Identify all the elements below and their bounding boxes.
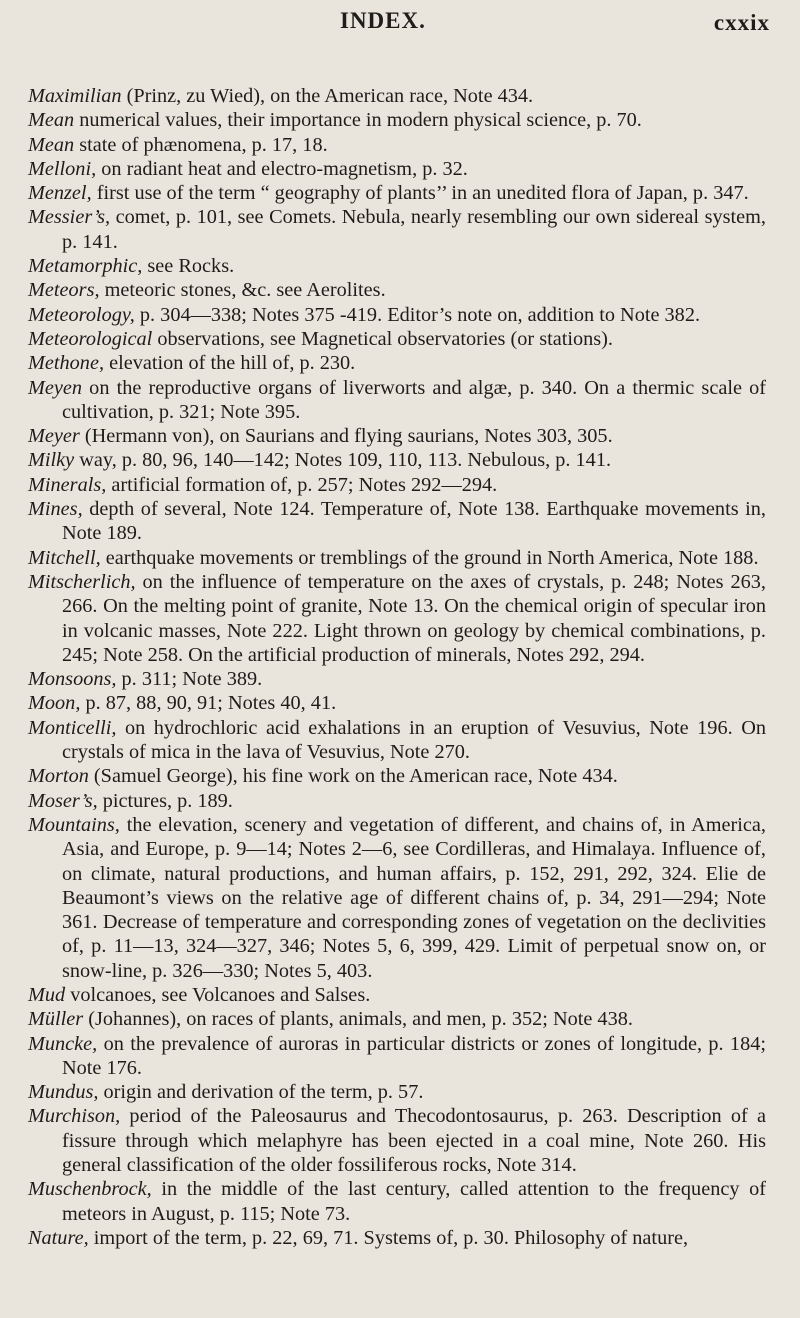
page-number: cxxix [713, 10, 770, 35]
index-entry [28, 497, 766, 546]
index-entry [28, 84, 766, 108]
index-entries [28, 84, 766, 1250]
entry-term: Morton [28, 765, 89, 788]
entry-text: (Hermann von), on Saurians and flying saurians, Notes 303, 305. [79, 425, 613, 448]
index-entry [28, 813, 766, 983]
entry-term: Metamorphic, [28, 255, 143, 278]
index-entry [28, 303, 766, 327]
entry-text: observations, see Magnetical observatories (or stations). [152, 327, 614, 350]
entry-text: artificial formation of, p. 257; Notes 292—294. [106, 473, 498, 496]
entry-term: Meteorological [28, 327, 153, 350]
entry-term: Maximilian [28, 85, 122, 107]
index-entry [28, 1104, 766, 1177]
entry-text: state of phænomena, p. 17, 18. [74, 133, 328, 156]
index-entry [28, 983, 766, 1007]
entry-text: origin and derivation of the term, p. 57. [98, 1081, 424, 1104]
index-entry [28, 1032, 766, 1081]
entry-text: first use of the term “ geography of plants’’ in an unedited flora of Japan, p. 347. [91, 182, 749, 205]
entry-term: Meyer [28, 425, 80, 448]
entry-text: period of the Paleosaurus and Thecodontosaurus, p. 263. Description of a fissure through which melaphyre has been ejected in a coal mine, Note 260. His general classification of the older fossiliferous rocks, Note 314. [62, 1105, 766, 1177]
index-entry [28, 1226, 766, 1250]
index-entry [28, 351, 766, 375]
entry-term: Mitscherlich, [28, 570, 136, 593]
index-entry [28, 254, 766, 278]
entry-term: Mitchell, [28, 546, 101, 569]
entry-term: Meyen [28, 376, 83, 399]
entry-term: Melloni, [28, 157, 97, 180]
entry-text: on radiant heat and electro-magnetism, p. 32. [96, 157, 468, 180]
index-entry [28, 157, 766, 181]
entry-term: Moser’s, [28, 789, 98, 812]
entry-term: Mud [28, 983, 66, 1006]
index-entry [28, 424, 766, 448]
entry-text: p. 311; Note 389. [116, 668, 263, 691]
index-entry [28, 546, 766, 570]
entry-text: (Samuel George), his fine work on the American race, Note 434. [88, 765, 618, 788]
entry-term: Mean [28, 109, 75, 132]
index-entry [28, 691, 766, 715]
entry-text: the elevation, scenery and vegetation of different, and chains of, in America, Asia, and Europe, p. 9—14; Notes 2—6, see Cordilleras, and Himalaya. Influence of, on climate, natural productions, and human affairs, p. 152, 291, 292, 324. Elie de Beaumont’s views on the relative age of different chains of, p. 34, 291—294; Note 361. Decrease of temperature and corresponding zones of vegetation on the declivities of, p. 11—13, 324—327, 346; Notes 5, 6, 399, 429. Limit of perpetual snow on, or snow-line, p. 326—330; Notes 5, 403. [62, 813, 766, 982]
entry-term: Mundus, [28, 1081, 99, 1104]
index-entry [28, 570, 766, 667]
entry-text: in the middle of the last century, called attention to the frequency of meteors in August, p. 115; Note 73. [62, 1178, 766, 1225]
entry-term: Meteors, [28, 279, 100, 302]
entry-term: Mountains, [28, 813, 120, 836]
entry-term: Moon, [28, 692, 81, 715]
index-entry [28, 1080, 766, 1104]
entry-text: elevation of the hill of, p. 230. [104, 352, 356, 375]
entry-term: Müller [28, 1008, 84, 1031]
entry-text: on the influence of temperature on the axes of crystals, p. 248; Notes 263, 266. On the melting point of granite, Note 13. On the chemical origin of specular iron in volcanic masses, Note 222. Light thrown on geology by chemical combinations, p. 245; Note 258. On the artificial production of minerals, Notes 292, 294. [62, 570, 766, 666]
index-entry [28, 1007, 766, 1031]
entry-term: Mines, [28, 498, 83, 521]
index-entry [28, 448, 766, 472]
entry-text: way, p. 80, 96, 140—142; Notes 109, 110, 113. Nebulous, p. 141. [74, 449, 612, 472]
entry-term: Menzel, [28, 182, 92, 205]
index-entry [28, 205, 766, 254]
entry-text: on the prevalence of auroras in particular districts or zones of longitude, p. 184; Note 176. [62, 1032, 766, 1079]
entry-text: depth of several, Note 124. Temperature of, Note 138. Earthquake movements in, Note 189. [62, 498, 766, 545]
index-entry [28, 181, 766, 205]
index-entry [28, 327, 766, 351]
entry-text: import of the term, p. 22, 69, 71. Systems of, p. 30. Philosophy of nature, [88, 1226, 689, 1249]
index-entry [28, 667, 766, 691]
index-entry [28, 1177, 766, 1226]
index-entry [28, 278, 766, 302]
index-entry [28, 133, 766, 157]
index-entry [28, 716, 766, 765]
entry-term: Murchison, [28, 1105, 121, 1128]
entry-text: meteoric stones, &c. see Aerolites. [99, 279, 386, 302]
entry-text: numerical values, their importance in modern physical science, p. 70. [74, 109, 642, 132]
entry-text: see Rocks. [142, 255, 235, 278]
entry-text: p. 304—338; Notes 375 -419. Editor’s note on, addition to Note 382. [134, 303, 701, 326]
entry-text: on hydrochloric acid exhalations in an eruption of Vesuvius, Note 196. On crystals of mica in the lava of Vesuvius, Note 270. [62, 716, 766, 764]
entry-term: Minerals, [28, 473, 107, 496]
entry-term: Milky [28, 449, 75, 472]
page-header [0, 8, 800, 44]
entry-text: (Johannes), on races of plants, animals, and men, p. 352; Note 438. [83, 1008, 633, 1031]
entry-term: Methone, [28, 352, 105, 375]
entry-text: pictures, p. 189. [97, 789, 233, 812]
index-entry [28, 376, 766, 425]
page-title: INDEX. [340, 8, 426, 33]
entry-term: Muncke, [28, 1032, 98, 1055]
index-entry [28, 789, 766, 813]
index-entry [28, 108, 766, 132]
index-entry [28, 764, 766, 788]
entry-text: (Prinz, zu Wied), on the American race, Note 434. [121, 85, 534, 107]
entry-term: Mean [28, 133, 75, 156]
entry-text: on the reproductive organs of liverworts and algæ, p. 340. On a thermic scale of cultivation, p. 321; Note 395. [62, 376, 766, 423]
entry-term: Messier’s, [28, 206, 111, 229]
entry-term: Muschenbrock, [28, 1178, 152, 1201]
entry-text: earthquake movements or tremblings of the ground in North America, Note 188. [100, 546, 759, 569]
entry-term: Monsoons, [28, 668, 117, 691]
entry-term: Monticelli, [28, 716, 117, 739]
entry-term: Meteorology, [28, 303, 135, 326]
entry-text: volcanoes, see Volcanoes and Salses. [65, 983, 371, 1006]
entry-text: p. 87, 88, 90, 91; Notes 40, 41. [80, 692, 337, 715]
entry-text: comet, p. 101, see Comets. Nebula, nearly resembling our own sidereal system, p. 141. [62, 206, 766, 253]
entry-term: Nature, [28, 1226, 89, 1249]
index-entry [28, 473, 766, 497]
